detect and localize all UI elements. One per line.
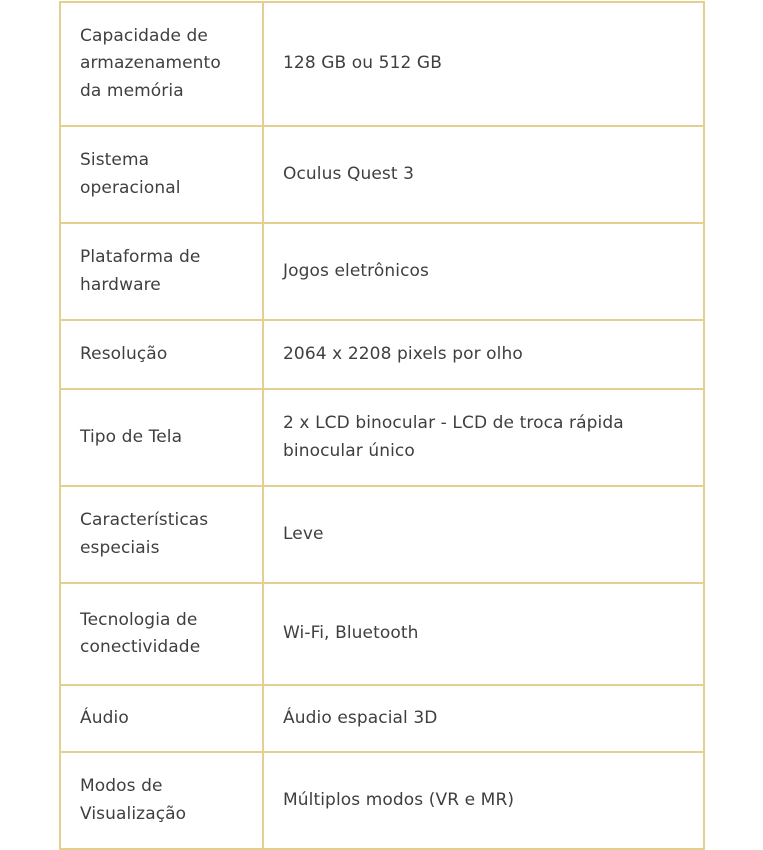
table-row (60, 486, 704, 583)
spec-value: Áudio espacial 3D (263, 685, 704, 752)
table-row (60, 685, 704, 752)
spec-value: 2064 x 2208 pixels por olho (263, 320, 704, 389)
spec-label: Características especiais (60, 486, 263, 583)
table-row (60, 2, 704, 126)
spec-label: Tecnologia de conectividade (60, 583, 263, 685)
table-row (60, 583, 704, 685)
spec-label: Sistema operacional (60, 126, 263, 223)
table-row (60, 389, 704, 486)
spec-value: Leve (263, 486, 704, 583)
spec-value: Oculus Quest 3 (263, 126, 704, 223)
spec-label: Capacidade de armazenamento da memória (60, 2, 263, 126)
spec-label: Resolução (60, 320, 263, 389)
spec-value: 2 x LCD binocular - LCD de troca rápida binocular único (263, 389, 704, 486)
spec-label: Plataforma de hardware (60, 223, 263, 320)
table-row (60, 752, 704, 849)
spec-value: Wi-Fi, Bluetooth (263, 583, 704, 685)
table-row (60, 320, 704, 389)
spec-value: Múltiplos modos (VR e MR) (263, 752, 704, 849)
spec-value: 128 GB ou 512 GB (263, 2, 704, 126)
spec-label: Áudio (60, 685, 263, 752)
table-row (60, 126, 704, 223)
spec-label: Tipo de Tela (60, 389, 263, 486)
spec-value: Jogos eletrônicos (263, 223, 704, 320)
spec-label: Modos de Visualização (60, 752, 263, 849)
specifications-table (59, 1, 705, 850)
table-row (60, 223, 704, 320)
